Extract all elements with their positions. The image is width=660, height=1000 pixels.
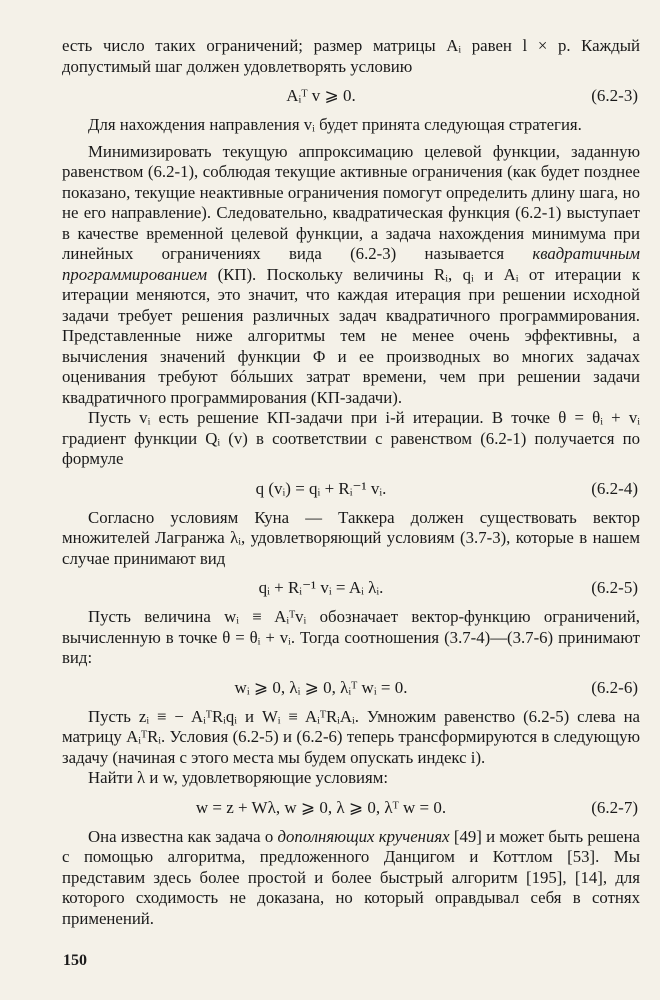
paragraph-kuhn-tucker: Согласно условиям Куна — Таккера должен существовать вектор множителей Лагранжа λᵢ, удовлетворяющий условиям (3.7-3), которые в нашем случае принимают вид xyxy=(62,507,640,568)
page-number: 150 xyxy=(63,952,87,969)
paragraph-strategy: Для нахождения направления vᵢ будет принята следующая стратегия. xyxy=(88,115,582,134)
equation-6-2-6 xyxy=(62,673,640,703)
italic-term: квадратичным программированием xyxy=(62,244,640,284)
paragraph-constraint-function: Пусть величина wᵢ ≡ Aᵢᵀvᵢ обозначает вектор-функцию ограничений, вычисленную в точке θ = θᵢ + vᵢ. Тогда соотношения (3.7-4)—(3.7-6) принимают вид: xyxy=(62,607,640,667)
paragraph-complementarity xyxy=(62,827,640,930)
paragraph-text: (КП). Поскольку величины Rᵢ, qᵢ и Aᵢ от итерации к итерации меняются, это значит, что каждая итерация при решении исходной задачи требует решения различных задач квадратичного программирования. Представленные ниже алгоритмы тем не менее очень эффективны, а вычисления значений функции Φ и ее производных во многих задачах оценивания требуют бóльших затрат времени, чем при решении задачи квадратичного программирования (КП-задачи). xyxy=(62,264,640,407)
equation-formula: Aᵢᵀ v ⩾ 0. xyxy=(286,86,356,105)
paragraph-text: [49] и может быть решена с помощью алгоритма, предложенного Данцигом и Коттлом [53]. Мы представим здесь более простой и более быстрый алгоритм [195], [14], для которого сходимость не доказана, но который оправдывал себя в сотнях применений. xyxy=(62,826,640,928)
equation-number: (6.2-4) xyxy=(591,478,638,498)
equation-6-2-3 xyxy=(62,81,640,111)
equation-formula: w = z + Wλ, w ⩾ 0, λ ⩾ 0, λᵀ w = 0. xyxy=(195,797,447,817)
equation-number: (6.2-5) xyxy=(591,578,638,597)
equation-6-2-4 xyxy=(62,474,640,504)
paragraph-qp-solution: Пусть vᵢ есть решение КП-задачи при i-й итерации. В точке θ = θᵢ + vᵢ градиент функции Qᵢ (v) в соответствии с равенством (6.2-1) получается по формуле xyxy=(62,408,640,468)
equation-formula: q (vᵢ) = qᵢ + Rᵢ⁻¹ vᵢ. xyxy=(255,478,387,498)
italic-term: дополняющих кручениях xyxy=(277,826,450,846)
paragraph-minimize xyxy=(62,142,640,409)
equation-number: (6.2-6) xyxy=(591,677,638,697)
paragraph-transform: Пусть zᵢ ≡ − AᵢᵀRᵢqᵢ и Wᵢ ≡ AᵢᵀRᵢAᵢ. Умножим равенство (6.2-5) слева на матрицу AᵢᵀRᵢ. Условия (6.2-5) и (6.2-6) теперь трансформируются в следующую задачу (начиная с этого места мы будем опускать индекс i). xyxy=(62,706,640,767)
paragraph-text: Минимизировать текущую аппроксимацию целевой функции, заданную равенством (6.2-1), соблюдая текущие активные ограничения (как будет позднее показано, текущие неактивные ограничения помогут определить длину шага, но не его направление). Следовательно, квадратическая функция (6.2-1) выступает в качестве временной целевой функции, а задача нахождения минимума при линейных ограничениях вида (6.2-3) называется xyxy=(62,141,640,263)
paragraph-find: Найти λ и w, удовлетворяющие условиям: xyxy=(88,768,389,787)
equation-number: (6.2-3) xyxy=(591,86,638,105)
equation-formula: qᵢ + Rᵢ⁻¹ vᵢ = Aᵢ λᵢ. xyxy=(258,578,384,597)
equation-number: (6.2-7) xyxy=(591,797,638,817)
paragraph-continuation: есть число таких ограничений; размер матрицы Aᵢ равен l × p. Каждый допустимый шаг должен удовлетворять условию xyxy=(62,36,640,76)
equation-formula: wᵢ ⩾ 0, λᵢ ⩾ 0, λᵢᵀ wᵢ = 0. xyxy=(234,677,408,697)
equation-6-2-7 xyxy=(62,793,640,823)
page-body xyxy=(62,36,640,929)
paragraph-text: Она известна как задача о xyxy=(88,826,274,846)
equation-6-2-5 xyxy=(62,573,640,603)
